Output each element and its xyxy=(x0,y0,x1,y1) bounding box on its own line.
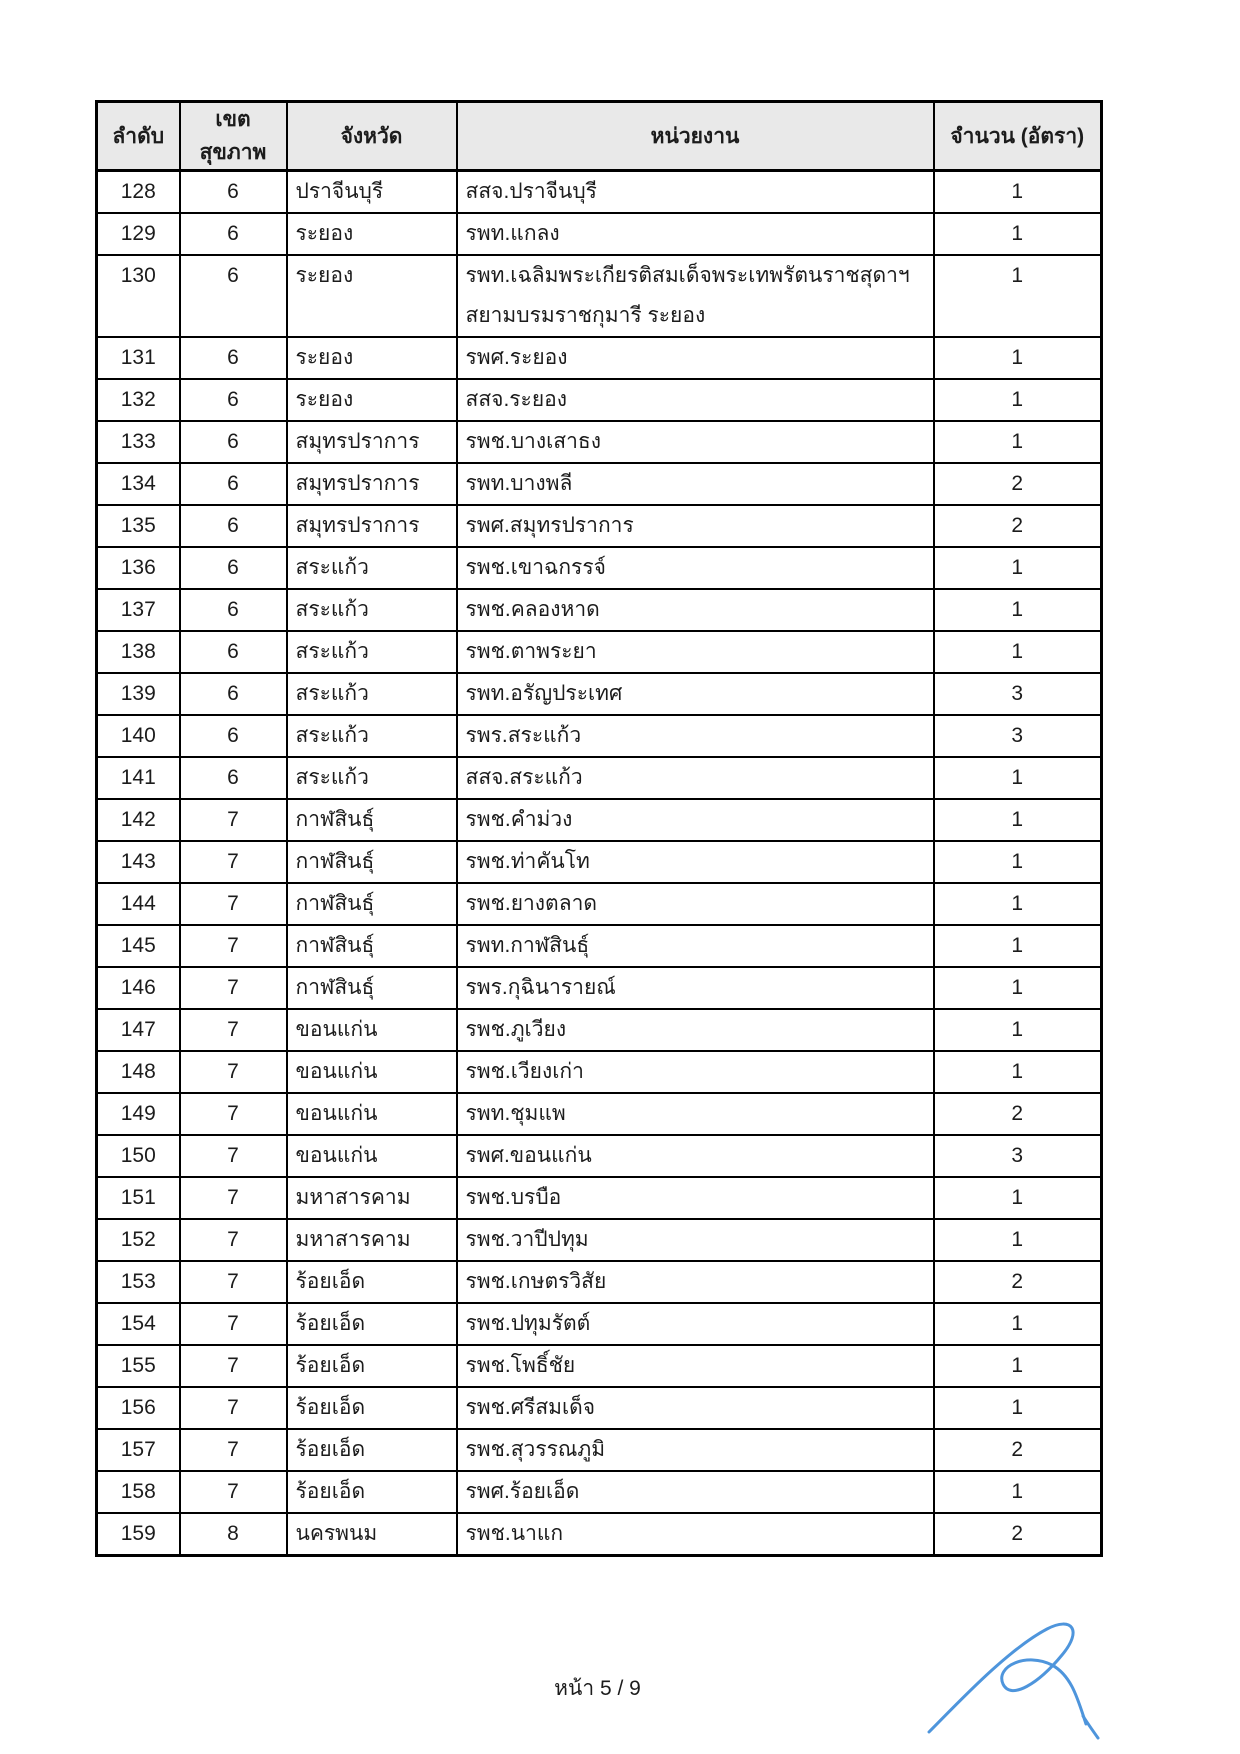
cell-health-region: 7 xyxy=(180,1051,287,1093)
cell-quantity: 3 xyxy=(934,1135,1102,1177)
cell-unit-name: รพช.ท่าคันโท xyxy=(457,841,934,883)
cell-order-number: 137 xyxy=(97,589,180,631)
table-row xyxy=(97,463,1102,505)
column-header-2: จังหวัด xyxy=(287,102,457,171)
column-header-1: เขตสุขภาพ xyxy=(180,102,287,171)
table-row xyxy=(97,757,1102,799)
cell-unit-name: รพช.ศรีสมเด็จ xyxy=(457,1387,934,1429)
cell-quantity: 1 xyxy=(934,631,1102,673)
table-row xyxy=(97,967,1102,1009)
cell-health-region: 7 xyxy=(180,841,287,883)
cell-province: ร้อยเอ็ด xyxy=(287,1387,457,1429)
cell-province: สระแก้ว xyxy=(287,631,457,673)
cell-province: สมุทรปราการ xyxy=(287,463,457,505)
cell-unit-name: รพศ.ขอนแก่น xyxy=(457,1135,934,1177)
cell-quantity: 3 xyxy=(934,715,1102,757)
cell-province: ร้อยเอ็ด xyxy=(287,1303,457,1345)
cell-health-region: 6 xyxy=(180,463,287,505)
cell-order-number: 143 xyxy=(97,841,180,883)
cell-health-region: 6 xyxy=(180,715,287,757)
table-row xyxy=(97,1429,1102,1471)
table-row xyxy=(97,1345,1102,1387)
cell-quantity: 1 xyxy=(934,171,1102,214)
cell-quantity: 3 xyxy=(934,673,1102,715)
cell-health-region: 7 xyxy=(180,1219,287,1261)
cell-health-region: 7 xyxy=(180,1303,287,1345)
cell-unit-name: รพช.ปทุมรัตต์ xyxy=(457,1303,934,1345)
cell-province: ร้อยเอ็ด xyxy=(287,1345,457,1387)
cell-province: ขอนแก่น xyxy=(287,1093,457,1135)
table-row xyxy=(97,171,1102,214)
cell-quantity: 1 xyxy=(934,799,1102,841)
cell-health-region: 7 xyxy=(180,967,287,1009)
cell-order-number: 152 xyxy=(97,1219,180,1261)
cell-health-region: 7 xyxy=(180,1177,287,1219)
cell-health-region: 6 xyxy=(180,421,287,463)
cell-quantity: 1 xyxy=(934,589,1102,631)
table-row xyxy=(97,1261,1102,1303)
cell-quantity: 1 xyxy=(934,883,1102,925)
cell-quantity: 2 xyxy=(934,1261,1102,1303)
cell-province: ระยอง xyxy=(287,255,457,337)
cell-unit-name: รพช.คลองหาด xyxy=(457,589,934,631)
cell-quantity: 1 xyxy=(934,337,1102,379)
cell-unit-name: สสจ.ปราจีนบุรี xyxy=(457,171,934,214)
cell-health-region: 8 xyxy=(180,1513,287,1556)
cell-province: นครพนม xyxy=(287,1513,457,1556)
cell-unit-name: รพช.วาปีปทุม xyxy=(457,1219,934,1261)
table-row xyxy=(97,1135,1102,1177)
cell-unit-name: รพช.บางเสาธง xyxy=(457,421,934,463)
cell-quantity: 1 xyxy=(934,547,1102,589)
cell-order-number: 129 xyxy=(97,213,180,255)
page-number: หน้า 5 / 9 xyxy=(554,1677,641,1700)
cell-quantity: 1 xyxy=(934,255,1102,337)
table-row xyxy=(97,1513,1102,1556)
table-row xyxy=(97,1177,1102,1219)
cell-quantity: 1 xyxy=(934,757,1102,799)
cell-unit-name: สสจ.ระยอง xyxy=(457,379,934,421)
cell-health-region: 7 xyxy=(180,1261,287,1303)
cell-health-region: 7 xyxy=(180,1471,287,1513)
cell-quantity: 2 xyxy=(934,505,1102,547)
cell-quantity: 1 xyxy=(934,841,1102,883)
cell-order-number: 128 xyxy=(97,171,180,214)
table-row xyxy=(97,799,1102,841)
cell-unit-name: รพท.กาฬสินธุ์ xyxy=(457,925,934,967)
cell-quantity: 1 xyxy=(934,421,1102,463)
cell-order-number: 155 xyxy=(97,1345,180,1387)
cell-unit-name: รพท.บางพลี xyxy=(457,463,934,505)
table-row xyxy=(97,925,1102,967)
cell-order-number: 135 xyxy=(97,505,180,547)
cell-order-number: 158 xyxy=(97,1471,180,1513)
cell-quantity: 1 xyxy=(934,1219,1102,1261)
cell-province: กาฬสินธุ์ xyxy=(287,967,457,1009)
table-row xyxy=(97,547,1102,589)
cell-health-region: 7 xyxy=(180,1345,287,1387)
cell-unit-name: รพช.เวียงเก่า xyxy=(457,1051,934,1093)
cell-unit-name: รพช.เขาฉกรรจ์ xyxy=(457,547,934,589)
cell-province: กาฬสินธุ์ xyxy=(287,799,457,841)
cell-order-number: 139 xyxy=(97,673,180,715)
cell-province: ขอนแก่น xyxy=(287,1051,457,1093)
cell-quantity: 1 xyxy=(934,213,1102,255)
table-row xyxy=(97,379,1102,421)
cell-order-number: 146 xyxy=(97,967,180,1009)
cell-unit-name: รพช.บรบือ xyxy=(457,1177,934,1219)
cell-health-region: 7 xyxy=(180,799,287,841)
cell-quantity: 1 xyxy=(934,1051,1102,1093)
cell-unit-name: รพช.นาแก xyxy=(457,1513,934,1556)
table-row xyxy=(97,1471,1102,1513)
cell-unit-name: รพศ.ระยอง xyxy=(457,337,934,379)
cell-health-region: 7 xyxy=(180,1429,287,1471)
cell-order-number: 156 xyxy=(97,1387,180,1429)
cell-health-region: 6 xyxy=(180,171,287,214)
cell-quantity: 2 xyxy=(934,1429,1102,1471)
cell-health-region: 7 xyxy=(180,883,287,925)
cell-unit-name: รพศ.ร้อยเอ็ด xyxy=(457,1471,934,1513)
table-body xyxy=(97,171,1102,1556)
column-header-0: ลำดับ xyxy=(97,102,180,171)
table-row xyxy=(97,589,1102,631)
cell-quantity: 2 xyxy=(934,1513,1102,1556)
cell-health-region: 7 xyxy=(180,925,287,967)
cell-unit-name: รพช.โพธิ์ชัย xyxy=(457,1345,934,1387)
cell-unit-name: รพช.สุวรรณภูมิ xyxy=(457,1429,934,1471)
signature-stroke xyxy=(929,1624,1086,1732)
signature-stroke-tail xyxy=(1083,1716,1098,1738)
cell-order-number: 151 xyxy=(97,1177,180,1219)
table-row xyxy=(97,421,1102,463)
cell-order-number: 144 xyxy=(97,883,180,925)
cell-quantity: 1 xyxy=(934,925,1102,967)
cell-quantity: 1 xyxy=(934,1177,1102,1219)
cell-province: สระแก้ว xyxy=(287,547,457,589)
cell-health-region: 6 xyxy=(180,337,287,379)
cell-health-region: 6 xyxy=(180,757,287,799)
cell-province: กาฬสินธุ์ xyxy=(287,925,457,967)
cell-order-number: 157 xyxy=(97,1429,180,1471)
table-header-row xyxy=(97,102,1102,171)
table-row xyxy=(97,1009,1102,1051)
cell-health-region: 6 xyxy=(180,255,287,337)
cell-unit-name: รพท.แกลง xyxy=(457,213,934,255)
allocation-table xyxy=(95,100,1103,1557)
cell-province: ขอนแก่น xyxy=(287,1009,457,1051)
cell-province: ระยอง xyxy=(287,213,457,255)
cell-health-region: 6 xyxy=(180,505,287,547)
table-row xyxy=(97,715,1102,757)
cell-quantity: 1 xyxy=(934,1387,1102,1429)
column-header-4: จำนวน (อัตรา) xyxy=(934,102,1102,171)
cell-province: ร้อยเอ็ด xyxy=(287,1261,457,1303)
cell-order-number: 149 xyxy=(97,1093,180,1135)
cell-health-region: 6 xyxy=(180,631,287,673)
cell-unit-name: สสจ.สระแก้ว xyxy=(457,757,934,799)
cell-province: สระแก้ว xyxy=(287,589,457,631)
table-row xyxy=(97,213,1102,255)
cell-health-region: 6 xyxy=(180,589,287,631)
cell-order-number: 147 xyxy=(97,1009,180,1051)
cell-order-number: 142 xyxy=(97,799,180,841)
table-row xyxy=(97,1303,1102,1345)
cell-unit-name: รพท.อรัญประเทศ xyxy=(457,673,934,715)
cell-quantity: 1 xyxy=(934,967,1102,1009)
cell-order-number: 132 xyxy=(97,379,180,421)
cell-unit-name: รพช.ยางตลาด xyxy=(457,883,934,925)
cell-order-number: 148 xyxy=(97,1051,180,1093)
table-row xyxy=(97,883,1102,925)
cell-province: มหาสารคาม xyxy=(287,1177,457,1219)
cell-quantity: 2 xyxy=(934,1093,1102,1135)
cell-province: สระแก้ว xyxy=(287,715,457,757)
cell-order-number: 141 xyxy=(97,757,180,799)
cell-order-number: 136 xyxy=(97,547,180,589)
cell-unit-name: รพช.เกษตรวิสัย xyxy=(457,1261,934,1303)
cell-order-number: 145 xyxy=(97,925,180,967)
cell-province: ขอนแก่น xyxy=(287,1135,457,1177)
table-row xyxy=(97,631,1102,673)
cell-province: สระแก้ว xyxy=(287,757,457,799)
cell-province: ปราจีนบุรี xyxy=(287,171,457,214)
cell-unit-name: รพร.กุฉินารายณ์ xyxy=(457,967,934,1009)
cell-province: ระยอง xyxy=(287,379,457,421)
cell-order-number: 154 xyxy=(97,1303,180,1345)
table-row xyxy=(97,841,1102,883)
cell-health-region: 6 xyxy=(180,673,287,715)
cell-order-number: 131 xyxy=(97,337,180,379)
cell-order-number: 134 xyxy=(97,463,180,505)
cell-health-region: 6 xyxy=(180,379,287,421)
cell-province: กาฬสินธุ์ xyxy=(287,883,457,925)
cell-province: ระยอง xyxy=(287,337,457,379)
cell-quantity: 1 xyxy=(934,1303,1102,1345)
cell-unit-name: รพช.ตาพระยา xyxy=(457,631,934,673)
cell-province: สมุทรปราการ xyxy=(287,505,457,547)
table-row xyxy=(97,1051,1102,1093)
signature-ink xyxy=(915,1612,1100,1752)
cell-quantity: 1 xyxy=(934,1471,1102,1513)
cell-order-number: 140 xyxy=(97,715,180,757)
table-row xyxy=(97,255,1102,337)
cell-province: มหาสารคาม xyxy=(287,1219,457,1261)
cell-province: ร้อยเอ็ด xyxy=(287,1429,457,1471)
cell-health-region: 7 xyxy=(180,1387,287,1429)
table-row xyxy=(97,337,1102,379)
table-row xyxy=(97,673,1102,715)
cell-quantity: 1 xyxy=(934,1345,1102,1387)
cell-unit-name: รพท.เฉลิมพระเกียรติสมเด็จพระเทพรัตนราชสุดาฯ สยามบรมราชกุมารี ระยอง xyxy=(457,255,934,337)
cell-health-region: 6 xyxy=(180,547,287,589)
cell-order-number: 153 xyxy=(97,1261,180,1303)
cell-province: สมุทรปราการ xyxy=(287,421,457,463)
table-row xyxy=(97,505,1102,547)
cell-province: กาฬสินธุ์ xyxy=(287,841,457,883)
table-row xyxy=(97,1219,1102,1261)
cell-quantity: 2 xyxy=(934,463,1102,505)
cell-order-number: 130 xyxy=(97,255,180,337)
cell-province: สระแก้ว xyxy=(287,673,457,715)
column-header-3: หน่วยงาน xyxy=(457,102,934,171)
cell-quantity: 1 xyxy=(934,379,1102,421)
cell-health-region: 7 xyxy=(180,1135,287,1177)
cell-health-region: 7 xyxy=(180,1093,287,1135)
table-row xyxy=(97,1387,1102,1429)
cell-order-number: 159 xyxy=(97,1513,180,1556)
cell-unit-name: รพศ.สมุทรปราการ xyxy=(457,505,934,547)
cell-order-number: 150 xyxy=(97,1135,180,1177)
cell-province: ร้อยเอ็ด xyxy=(287,1471,457,1513)
cell-unit-name: รพช.ภูเวียง xyxy=(457,1009,934,1051)
cell-unit-name: รพช.คำม่วง xyxy=(457,799,934,841)
cell-unit-name: รพร.สระแก้ว xyxy=(457,715,934,757)
cell-health-region: 6 xyxy=(180,213,287,255)
table-row xyxy=(97,1093,1102,1135)
cell-health-region: 7 xyxy=(180,1009,287,1051)
cell-order-number: 133 xyxy=(97,421,180,463)
cell-order-number: 138 xyxy=(97,631,180,673)
cell-quantity: 1 xyxy=(934,1009,1102,1051)
cell-unit-name: รพท.ชุมแพ xyxy=(457,1093,934,1135)
